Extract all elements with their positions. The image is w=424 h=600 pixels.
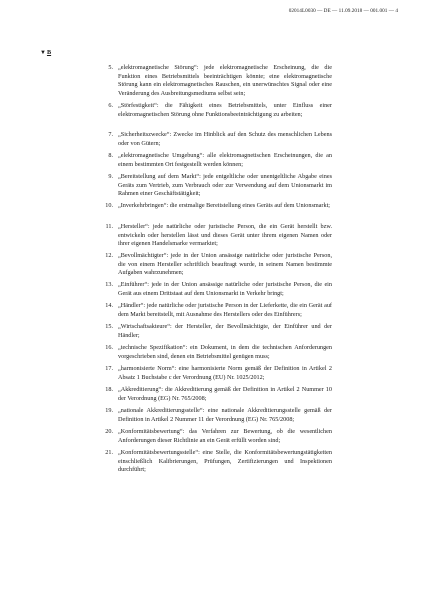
document-reference-header: 02014L0030 — DE — 11.09.2018 — 001.001 — 4: [288, 8, 398, 14]
triangle-down-icon: ▼: [40, 50, 46, 56]
amendment-marker-label: B: [46, 49, 52, 56]
definition-number: 17.: [105, 365, 113, 372]
definition-text: „elektromagnetische Störung“: jede elektromagnetische Erscheinung, die die Funktion eines Betriebsmittels beeinträchtigen könnte; eine elektromagnetische Störung kann ein elektromagnetisches Rauschen, ein unerwünschtes Signal oder eine Veränderung des Ausbreitungsmediums selbst sein;: [118, 64, 332, 97]
definition-number: 10.: [105, 202, 113, 209]
definition-list: [0, 64, 424, 478]
definition-number: 13.: [105, 281, 113, 288]
definition-item: [0, 323, 424, 344]
definition-text: „Hersteller“: jede natürliche oder juristische Person, die ein Gerät herstellt bzw. entwickeln oder herstellen lässt und dieses Gerät unter ihrem eigenen Namen oder ihrer eigenen Handelsmarke vermarktet;: [118, 223, 332, 248]
definition-item: [0, 252, 424, 281]
definition-text: „Störfestigkeit“: die Fähigkeit eines Betriebsmittels, unter Einfluss einer elektromagnetischen Störung ohne Funktionsbeeinträchtigung zu arbeiten;: [118, 102, 332, 118]
definition-text: „Konformitätsbewertungsstelle“: eine Stelle, die Konformitätsbewertungstätigkeiten einschließlich Kalibrierungen, Prüfungen, Zertifizierungen und Inspektionen durchführt;: [118, 449, 332, 474]
definition-item: [0, 281, 424, 302]
definition-item: [0, 386, 424, 407]
definition-text: „technische Spezifikation“: ein Dokument, in dem die technischen Anforderungen vorgeschrieben sind, denen ein Betriebsmittel genügen muss;: [118, 344, 332, 360]
definition-number: 19.: [105, 407, 113, 414]
definition-text: „Inverkehrbringen“: die erstmalige Bereitstellung eines Geräts auf dem Unionsmarkt;: [118, 202, 331, 209]
definition-item: [0, 449, 424, 478]
definition-number: 20.: [105, 428, 113, 435]
definition-number: 15.: [105, 323, 113, 330]
definition-item: [0, 152, 424, 173]
definition-item: [0, 131, 424, 152]
definition-text: „Bereitstellung auf dem Markt“: jede entgeltliche oder unentgeltliche Abgabe eines Geräts zum Vertrieb, zum Verbrauch oder zur Verwendung auf dem Unionsmarkt im Rahmen einer Geschäftstätigkeit;: [118, 173, 332, 198]
definition-text: „Wirtschaftsakteure“: der Hersteller, der Bevollmächtigte, der Einführer und der Händler;: [118, 323, 332, 339]
definition-text: „nationale Akkreditierungsstelle“: eine nationale Akkreditierungsstelle gemäß der Definition in Artikel 2 Nummer 11 der Verordnung (EG) Nr. 765/2008;: [118, 407, 332, 423]
definition-text: „Einführer“: jede in der Union ansässige natürliche oder juristische Person, die ein Gerät aus einem Drittstaat auf dem Unionsmarkt in Verkehr bringt;: [118, 281, 332, 297]
definition-text: „Sicherheitszwecke“: Zwecke im Hinblick auf den Schutz des menschlichen Lebens oder von Gütern;: [118, 131, 332, 147]
definition-text: „Händler“: jede natürliche oder juristische Person in der Lieferkette, die ein Gerät auf dem Markt bereitstellt, mit Ausnahme des Herstellers oder des Einführers;: [118, 302, 332, 318]
definition-number: 11.: [105, 223, 113, 230]
definition-item: [0, 102, 424, 131]
definition-item: [0, 302, 424, 323]
definition-number: 8.: [108, 152, 113, 159]
definition-number: 18.: [105, 386, 113, 393]
definition-item: [0, 365, 424, 386]
definition-number: 9.: [108, 173, 113, 180]
definition-item: [0, 173, 424, 202]
definition-number: 16.: [105, 344, 113, 351]
definition-item: [0, 428, 424, 449]
definition-item: [0, 64, 424, 102]
definition-text: „harmonisierte Norm“: eine harmonisierte Norm gemäß der Definition in Artikel 2 Absatz 1 Buchstabe c der Verordnung (EU) Nr. 1025/2012;: [118, 365, 332, 381]
amendment-marker: [40, 49, 51, 57]
definition-text: „Akkreditierung“: die Akkreditierung gemäß der Definition in Artikel 2 Nummer 10 der Verordnung (EG) Nr. 765/2008;: [118, 386, 332, 402]
definition-item: [0, 407, 424, 428]
definition-number: 5.: [108, 64, 113, 71]
definition-number: 7.: [108, 131, 113, 138]
definition-text: „elektromagnetische Umgebung“: alle elektromagnetischen Erscheinungen, die an einem bestimmten Ort festgestellt werden können;: [118, 152, 332, 168]
definition-number: 14.: [105, 302, 113, 309]
definition-number: 6.: [108, 102, 113, 109]
definition-text: „Bevollmächtigter“: jede in der Union ansässige natürliche oder juristische Person, die von einem Hersteller schriftlich beauftragt wurde, in seinem Namen bestimmte Aufgaben wahrzunehmen;: [118, 252, 332, 277]
definition-item: [0, 202, 424, 223]
definition-item: [0, 223, 424, 252]
definition-number: 12.: [105, 252, 113, 259]
definition-item: [0, 344, 424, 365]
definition-text: „Konformitätsbewertung“: das Verfahren zur Bewertung, ob die wesentlichen Anforderungen dieser Richtlinie an ein Gerät erfüllt worden sind;: [118, 428, 332, 444]
definition-number: 21.: [105, 449, 113, 456]
